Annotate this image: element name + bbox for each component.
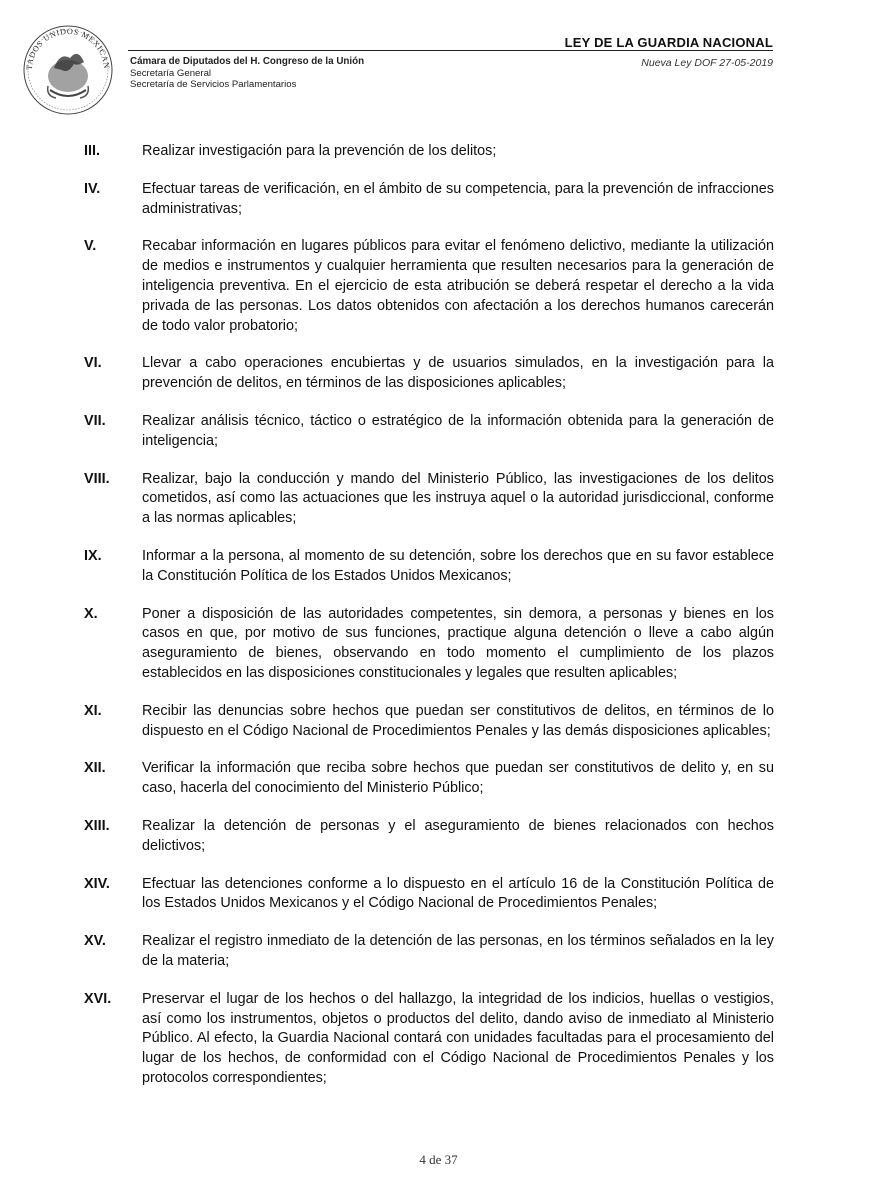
issuer-block (130, 56, 364, 91)
header-title-block (565, 35, 773, 50)
fraction-numeral: X. (84, 605, 98, 622)
dof-publication-note: Nueva Ley DOF 27-05-2019 (641, 57, 773, 69)
fraction-text: Poner a disposición de las autoridades competentes, sin demora, a personas y bienes en los casos en que, por motivo de sus funciones, practique alguna detención o lleve a cabo algún aseguramiento de bienes, observando en todo momento el cumplimiento de los plazos establecidos en las disposiciones constitucionales y legales que resulten aplicables; (142, 605, 774, 681)
fraction-numeral: VIII. (84, 470, 110, 487)
fraction-text: Realizar investigación para la prevención de los delitos; (142, 143, 497, 159)
fraction-text: Realizar, bajo la conducción y mando del Ministerio Público, las investigaciones de los delitos cometidos, así como las actuaciones que les instruya aquel o la autoridad jurisdiccional, conforme a las normas aplicables; (142, 470, 774, 527)
fraction-text: Realizar la detención de personas y el aseguramiento de bienes relacionados con hechos delictivos; (142, 817, 774, 854)
fraction-item (84, 354, 774, 394)
fraction-item (84, 759, 774, 799)
chamber-name: Cámara de Diputados del H. Congreso de la Unión (130, 56, 365, 67)
fraction-item (84, 237, 774, 336)
fraction-text: Recabar información en lugares públicos para evitar el fenómeno delictivo, mediante la utilización de medios e instrumentos y cualquier herramienta que resulten necesarios para la generación de inteligencia preventiva. En el ejercicio de esta atribución se deberá respetar el derecho a la vida privada de las personas. Los datos obtenidos con afectación a los derechos humanos carecerán de todo valor probatorio; (142, 238, 774, 334)
fractions-list (84, 142, 774, 1107)
fraction-numeral: XIII. (84, 817, 110, 834)
fraction-item (84, 180, 774, 220)
fraction-item (84, 702, 774, 742)
fraction-item (84, 932, 774, 972)
fraction-numeral: V. (84, 238, 97, 255)
secretariat-services: Secretaría de Servicios Parlamentarios (130, 79, 297, 90)
fraction-item (84, 470, 774, 529)
fraction-numeral: III. (84, 143, 100, 159)
fraction-text: Preservar el lugar de los hechos o del hallazgo, la integridad de los indicios, huellas o vestigios, así como los instrumentos, objetos o productos del delito, dando aviso de inmediato al Ministerio Público. Al efecto, la Guardia Nacional contará con unidades facultadas para el procesamiento del lugar de los hechos, de conformidad con el Código Nacional de Procedimientos Penales y los protocolos correspondientes; (142, 990, 774, 1086)
fraction-item (84, 547, 774, 587)
fraction-item (84, 990, 774, 1089)
law-title: LEY DE LA GUARDIA NACIONAL (564, 35, 773, 50)
fraction-numeral: XVI. (84, 990, 112, 1007)
fraction-text: Realizar el registro inmediato de la detención de las personas, en los términos señalados en la ley de la materia; (142, 933, 774, 969)
fraction-text: Efectuar las detenciones conforme a lo dispuesto en el artículo 16 de la Constitución Política de los Estados Unidos Mexicanos y el Código Nacional de Procedimientos Penales; (142, 875, 774, 912)
fraction-numeral: XV. (84, 933, 106, 950)
fraction-numeral: XII. (84, 760, 106, 777)
fraction-text: Realizar análisis técnico, táctico o estratégico de la información obtenida para la generación de inteligencia; (142, 412, 774, 449)
fraction-text: Recibir las denuncias sobre hechos que puedan ser constitutivos de delitos, en términos de lo dispuesto en el Código Nacional de Procedimientos Penales y las demás disposiciones aplicables; (142, 702, 774, 739)
fraction-text: Llevar a cabo operaciones encubiertas y de usuarios simulados, en la investigación para la prevención de delitos, en términos de las disposiciones aplicables; (142, 355, 774, 392)
fraction-text: Informar a la persona, al momento de su detención, sobre los derechos que en su favor establece la Constitución Política de los Estados Unidos Mexicanos; (142, 547, 774, 584)
fraction-text: Efectuar tareas de verificación, en el ámbito de su competencia, para la prevención de infracciones administrativas; (142, 180, 774, 217)
header-divider (128, 50, 773, 51)
fraction-item (84, 605, 774, 684)
fraction-numeral: XIV. (84, 875, 110, 892)
fraction-text: Verificar la información que reciba sobre hechos que puedan ser constitutivos de delito y, en su caso, hacerla del conocimiento del Ministerio Público; (142, 760, 774, 797)
fraction-numeral: XI. (84, 702, 102, 719)
fraction-item (84, 875, 774, 915)
seal-text: TADOS UNIDOS MEXICAN (24, 26, 112, 71)
fraction-numeral: IX. (84, 547, 102, 564)
secretariat-general: Secretaría General (130, 67, 212, 79)
fraction-item (84, 142, 774, 162)
page-number: 4 de 37 (419, 1152, 458, 1167)
fraction-item (84, 817, 774, 857)
fraction-numeral: IV. (84, 180, 101, 197)
fraction-numeral: VI. (84, 355, 102, 372)
fraction-numeral: VII. (84, 412, 106, 429)
national-seal-emblem (18, 18, 118, 118)
fraction-item (84, 412, 774, 452)
